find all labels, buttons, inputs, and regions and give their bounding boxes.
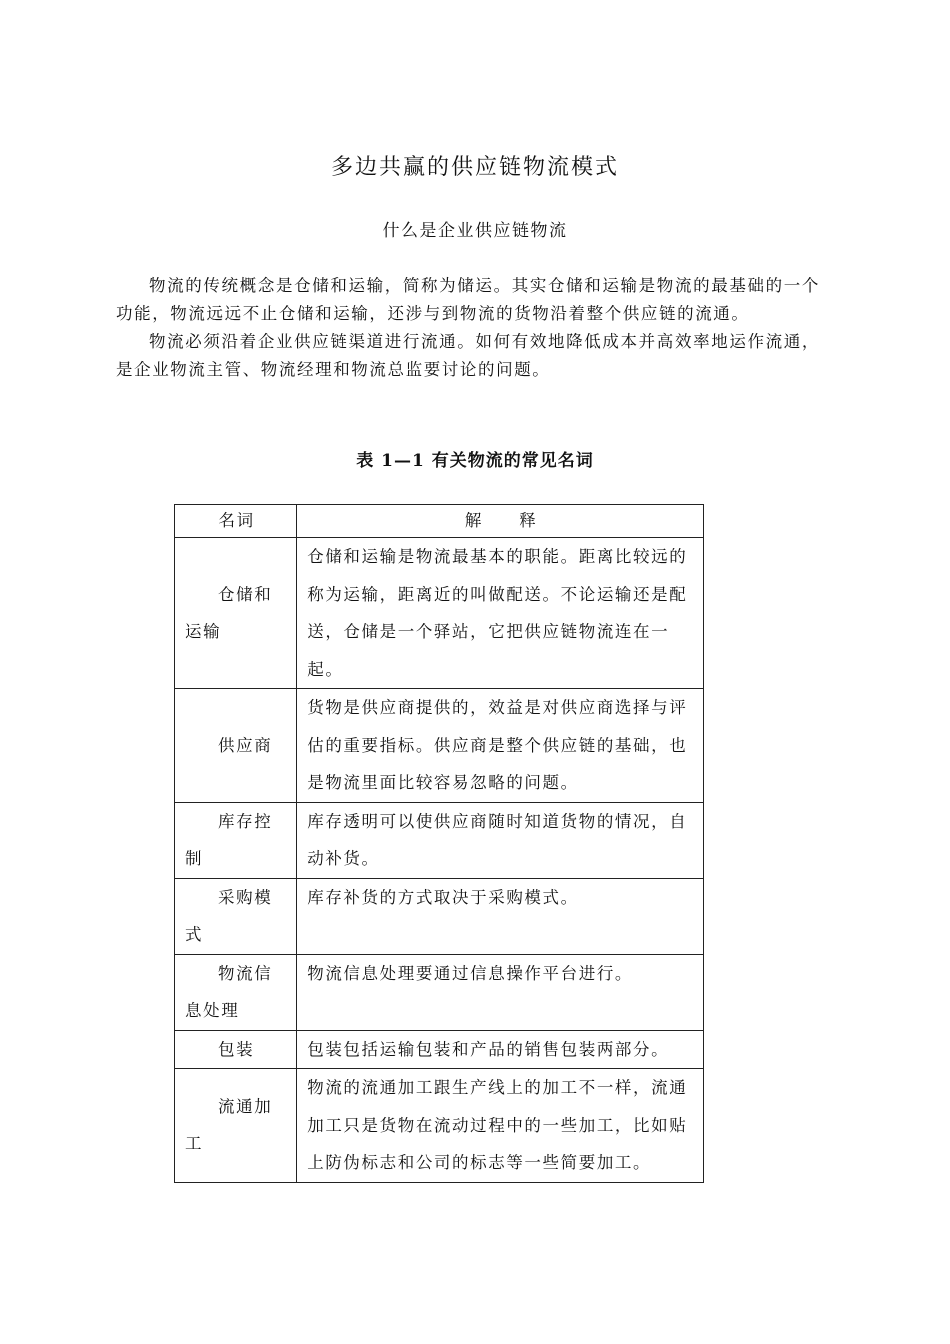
paragraph: 物流的传统概念是仓储和运输，简称为储运。其实仓储和运输是物流的最基础的一个功能，物流远远不止仓储和运输，还涉与到物流的货物沿着整个供应链的流通。	[116, 276, 820, 323]
definition-cell: 库存补货的方式取决于采购模式。	[297, 878, 704, 954]
header-term: 名词	[175, 505, 297, 538]
term-cell: 包装	[175, 1030, 297, 1069]
term-cell: 流通加工	[175, 1069, 297, 1183]
definition-cell: 物流信息处理要通过信息操作平台进行。	[297, 954, 704, 1030]
document-title: 多边共赢的供应链物流模式	[330, 155, 619, 180]
table-row	[175, 689, 704, 803]
body-text	[116, 272, 820, 384]
term-cell: 仓储和运输	[175, 538, 297, 689]
table-row	[175, 1030, 704, 1069]
header-definition: 解 释	[297, 505, 704, 538]
table-row	[175, 1069, 704, 1183]
table-row	[175, 954, 704, 1030]
table-row	[175, 802, 704, 878]
term-cell: 库存控制	[175, 802, 297, 878]
logistics-terms-table	[174, 504, 704, 1183]
term-cell: 采购模式	[175, 878, 297, 954]
definition-cell: 包装包括运输包装和产品的销售包装两部分。	[297, 1030, 704, 1069]
term-cell: 物流信息处理	[175, 954, 297, 1030]
definition-cell: 库存透明可以使供应商随时知道货物的情况，自动补货。	[297, 802, 704, 878]
section-subtitle: 什么是企业供应链物流	[382, 221, 568, 241]
definition-cell: 物流的流通加工跟生产线上的加工不一样，流通加工只是货物在流动过程中的一些加工，比如贴上防伪标志和公司的标志等一些简要加工。	[297, 1069, 704, 1183]
table-header-row	[175, 505, 704, 538]
paragraph: 物流必须沿着企业供应链渠道进行流通。如何有效地降低成本并高效率地运作流通，是企业物流主管、物流经理和物流总监要讨论的问题。	[116, 332, 820, 379]
definition-cell: 仓储和运输是物流最基本的职能。距离比较远的称为运输，距离近的叫做配送。不论运输还是配送，仓储是一个驿站，它把供应链物流连在一起。	[297, 538, 704, 689]
term-cell: 供应商	[175, 689, 297, 803]
table-row	[175, 878, 704, 954]
table-row	[175, 538, 704, 689]
definition-cell: 货物是供应商提供的，效益是对供应商选择与评估的重要指标。供应商是整个供应链的基础，也是物流里面比较容易忽略的问题。	[297, 689, 704, 803]
table-caption: 表 1—1 有关物流的常见名词	[356, 451, 594, 471]
